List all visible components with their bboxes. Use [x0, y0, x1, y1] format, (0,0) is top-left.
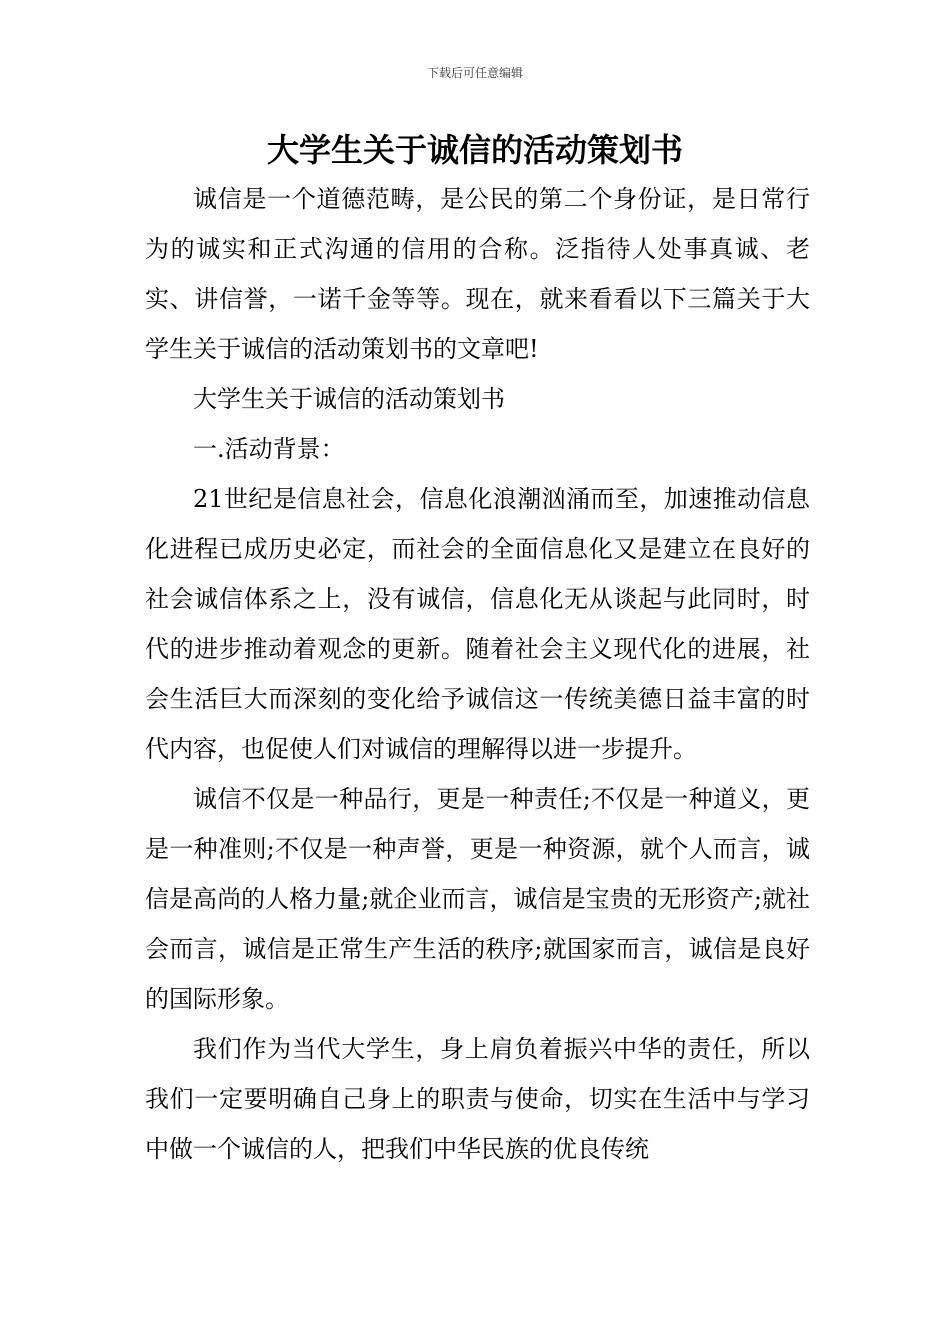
document-body: [145, 174, 810, 1174]
paragraph-section-heading: 一.活动背景：: [193, 435, 345, 463]
document-title: 大学生关于诚信的活动策划书: [266, 131, 683, 169]
header-note: 下载后可任意编辑: [426, 66, 523, 80]
paragraph-integrity: 诚信不仅是一种品行，更是一种责任;不仅是一种道义，更是一种准则;不仅是一种声誉，更是一种资源，就个人而言，诚信是高尚的人格力量;就企业而言，诚信是宝贵的无形资产;就社会而言，诚信是正常生产生活的秩序;就国家而言，诚信是良好的国际形象。: [145, 785, 810, 1013]
paragraph-background: 21世纪是信息社会，信息化浪潮汹涌而至，加速推动信息化进程已成历史必定，而社会的全面信息化又是建立在良好的社会诚信体系之上，没有诚信，信息化无从谈起与此同时，时代的进步推动着观念的更新。随着社会主义现代化的进展，社会生活巨大而深刻的变化给予诚信这一传统美德日益丰富的时代内容，也促使人们对诚信的理解得以进一步提升。: [145, 485, 810, 763]
paragraph-subtitle: 大学生关于诚信的活动策划书: [193, 385, 505, 413]
paragraph-intro: 诚信是一个道德范畴，是公民的第二个身份证，是日常行为的诚实和正式沟通的信用的合称。泛指待人处事真诚、老实、讲信誉，一诺千金等等。现在，就来看看以下三篇关于大学生关于诚信的活动策划书的文章吧!: [145, 185, 810, 363]
paragraph-students: 我们作为当代大学生，身上肩负着振兴中华的责任，所以我们一定要明确自己身上的职责与使命，切实在生活中与学习中做一个诚信的人，把我们中华民族的优良传统: [145, 1035, 810, 1163]
